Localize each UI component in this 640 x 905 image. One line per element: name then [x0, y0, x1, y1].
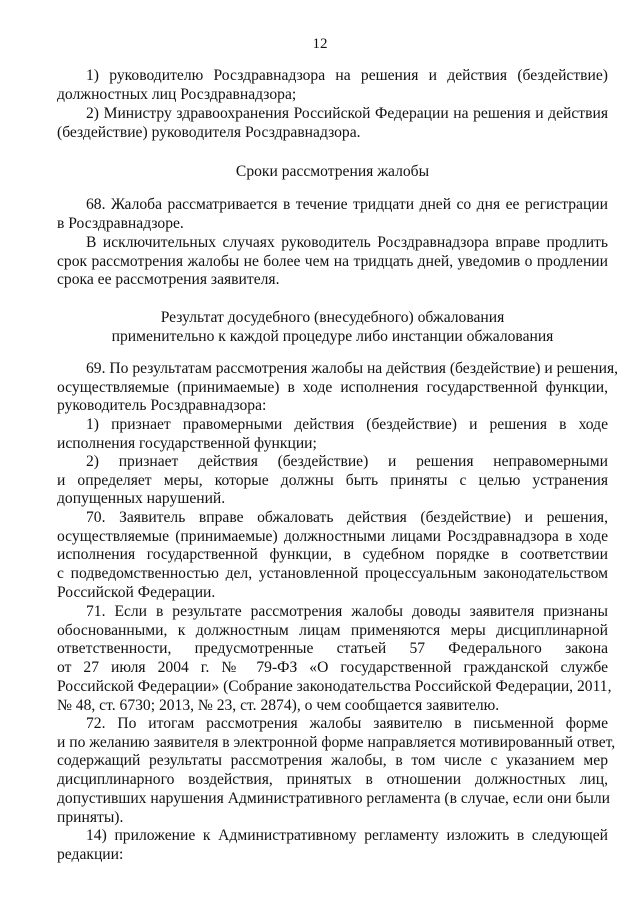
text-line: 71. Если в результате рассмотрения жалобы доводы заявителя признаны	[86, 603, 608, 620]
paragraph	[57, 67, 608, 104]
paragraph	[57, 105, 608, 142]
paragraph	[57, 827, 608, 864]
text-line: и по желанию заявителя в электронной форме направляется мотивированный ответ,	[57, 733, 616, 751]
text-line: № 48, ст. 6730; 2013, № 23, ст. 2874), о чем сообщается заявителю.	[57, 696, 500, 714]
paragraph	[57, 509, 608, 603]
paragraph	[57, 360, 619, 416]
heading-line: Результат досудебного (внесудебного) обжалования	[160, 309, 505, 326]
text-line: осуществляемые (принимаемые) должностными лицами Росздравнадзора в ходе	[57, 527, 608, 545]
text-line: 1) руководителю Росздравнадзора на решения и действия (бездействие)	[86, 67, 608, 84]
text-line: срока ее рассмотрения заявителя.	[57, 271, 280, 289]
heading-line: применительно к каждой процедуре либо инстанции обжалования	[111, 327, 554, 345]
text-line: 68. Жалоба рассматривается в течение тридцати дней со дня ее регистрации	[86, 196, 608, 213]
text-line: с подведомственностью дел, установленной процессуальным законодательством	[57, 565, 608, 583]
text-line: ответственности, предусмотренные статьей 57 Федерального закона	[57, 640, 608, 658]
text-line: В исключительных случаях руководитель Росздравнадзора вправе продлить	[86, 234, 608, 251]
text-line: должностных лиц Росздравнадзора;	[57, 85, 297, 103]
text-line: Российской Федерации.	[57, 583, 216, 601]
text-line: редакции:	[57, 845, 124, 863]
text-line: 14) приложение к Административному регламенту изложить в следующей	[86, 827, 608, 844]
paragraph	[57, 603, 612, 715]
text-line: исполнения государственной функции;	[57, 434, 317, 452]
text-line: 69. По результатам рассмотрения жалобы на действия (бездействие) и решения,	[86, 360, 619, 377]
paragraph	[57, 234, 608, 290]
heading-line: Сроки рассмотрения жалобы	[235, 163, 430, 180]
text-line: руководитель Росздравнадзора:	[57, 397, 267, 415]
text-line: осуществляемые (принимаемые) в ходе исполнения государственной функции,	[57, 378, 608, 396]
text-line: срок рассмотрения жалобы не более чем на тридцать дней, уведомив о продлении	[57, 252, 608, 270]
text-line: приняты).	[57, 808, 124, 826]
section-heading	[57, 309, 608, 346]
text-line: 72. По итогам рассмотрения жалобы заявителю в письменной форме	[86, 715, 608, 732]
text-line: от 27 июля 2004 г. № 79-ФЗ «О государственной гражданской службе	[57, 659, 608, 677]
section-heading	[57, 163, 608, 182]
text-line: 70. Заявитель вправе обжаловать действия (бездействие) и решения,	[86, 509, 608, 526]
text-line: и определяет меры, которые должны быть приняты с целью устранения	[57, 471, 608, 489]
paragraph	[57, 453, 608, 509]
text-line: 2) признает действия (бездействие) и решения неправомерными	[86, 453, 608, 470]
text-line: в Росздравнадзоре.	[57, 214, 184, 232]
paragraph	[57, 196, 608, 233]
text-line: 1) признает правомерными действия (бездействие) и решения в ходе	[86, 416, 608, 433]
text-line: (бездействие) руководителя Росздравнадзора.	[57, 123, 361, 141]
text-line: допустивших нарушения Административного регламента (в случае, если они были	[57, 789, 611, 807]
paragraph	[57, 416, 608, 453]
text-line: исполнения государственной функции, в судебном порядке в соответствии	[57, 546, 608, 564]
text-line: дисциплинарного воздействия, принятых в отношении должностных лиц,	[57, 771, 608, 789]
text-line: 2) Министру здравоохранения Российской Федерации на решения и действия	[86, 105, 608, 122]
paragraph	[57, 715, 616, 827]
text-line: Российской Федерации» (Собрание законодательства Российской Федерации, 2011,	[57, 677, 612, 695]
text-line: содержащий результаты рассмотрения жалобы, в том числе с указанием мер	[57, 752, 608, 770]
text-line: обоснованными, к должностным лицам применяются меры дисциплинарной	[57, 621, 608, 639]
page-number: 12	[312, 36, 328, 52]
text-line: допущенных нарушений.	[57, 490, 226, 508]
